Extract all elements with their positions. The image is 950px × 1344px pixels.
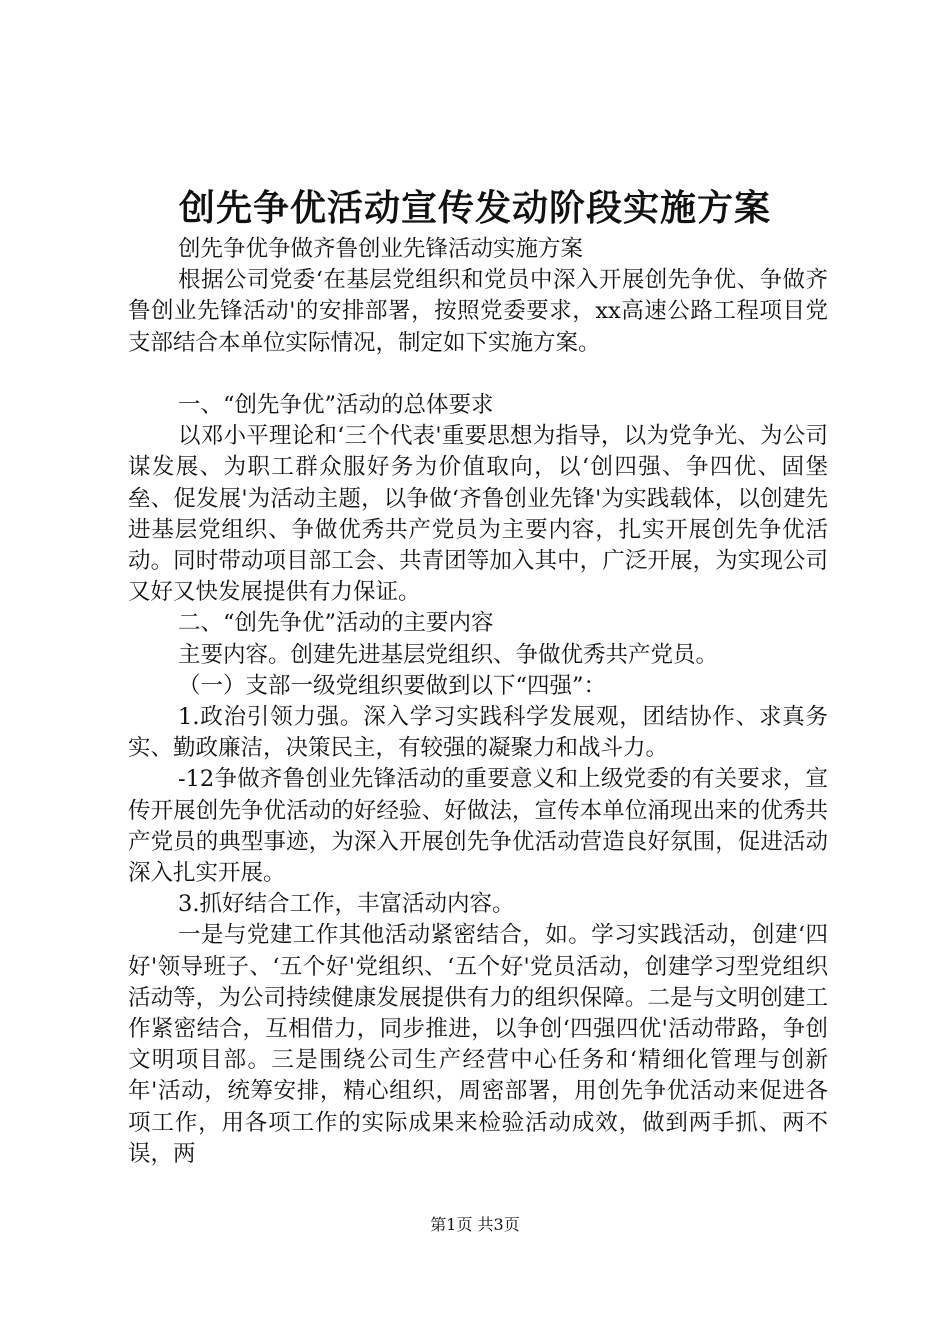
document-title: 创先争优活动宣传发动阶段实施方案 [178,187,771,229]
body-paragraph: 主要内容。创建先进基层党组织、争做优秀共产党员。 [178,641,719,668]
body-paragraph: 一是与党建工作其他活动紧密结合，如。学习实践活动，创建‘四好'领导班子、‘五个好'党组织、‘五个好'党员活动，创建学习型党组织活动等，为公司持续健康发展提供有力的组织保障。二是与文明创建工作紧密结合，互相借力，同步推进，以争创‘四强四优'活动带路，争创文明项目部。三是围绕公司生产经营中心任务和‘精细化管理与创新年'活动，统筹安排，精心组织，周密部署，用创先争优活动来促进各项工作，用各项工作的实际成果来检验活动成效，做到两手抓、两不误，两 [128,922,828,1167]
list-item: 1.政治引领力强。深入学习实践科学发展观，团结协作、求真务实、勤政廉洁，决策民主，有较强的凝聚力和战斗力。 [128,704,828,762]
body-paragraph: 以邓小平理论和‘三个代表'重要思想为指导，以为党争光、为公司谋发展、为职工群众服好务为价值取向，以‘创四强、争四优、固堡垒、促发展'为活动主题，以争做‘齐鲁创业先锋'为实践载体，以创建先进基层党组织、争做优秀共产党员为主要内容，扎实开展创先争优活动。同时带动项目部工会、共青团等加入其中，广泛开展，为实现公司又好又快发展提供有力保证。 [128,423,828,606]
body-paragraph: -12争做齐鲁创业先锋活动的重要意义和上级党委的有关要求，宣传开展创先争优活动的好经验、好做法，宣传本单位涌现出来的优秀共产党员的典型事迹，为深入开展创先争优活动营造良好氛围，促进活动深入扎实开展。 [128,766,828,887]
subsection-heading: （一）支部一级党组织要做到以下“四强”： [178,672,607,699]
page-number-footer: 第1页 共3页 [430,1215,520,1234]
subtitle-paragraph: 创先争优争做齐鲁创业先锋活动实施方案 [178,236,584,262]
section-heading: 一、“创先争优”活动的总体要求 [178,392,494,418]
list-item: 3.抓好结合工作，丰富活动内容。 [178,891,515,918]
intro-paragraph: 根据公司党委‘在基层党组织和党员中深入开展创先争优、争做齐鲁创业先锋活动'的安排部署，按照党委要求，xx高速公路工程项目党支部结合本单位实际情况，制定如下实施方案。 [128,267,828,356]
document-body [128,234,828,1170]
section-heading: 二、“创先争优”活动的主要内容 [178,610,494,637]
